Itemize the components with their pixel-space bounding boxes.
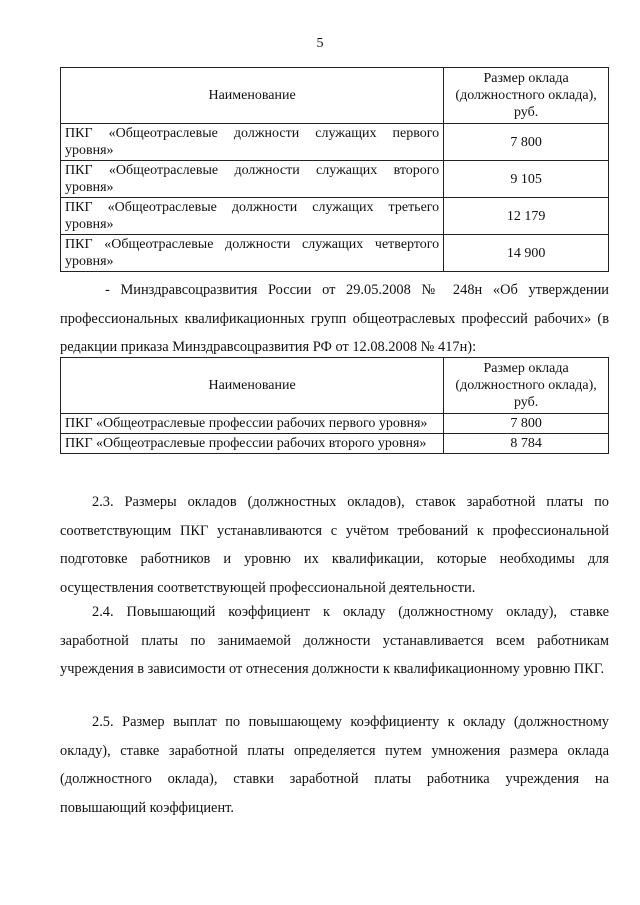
column-header-name: Наименование	[61, 68, 444, 124]
row-name: ПКГ «Общеотраслевые должности служащих первого уровня»	[61, 124, 444, 161]
row-name: ПКГ «Общеотраслевые профессии рабочих первого уровня»	[61, 414, 444, 434]
paragraph-2-3: 2.3. Размеры окладов (должностных окладов), ставок заработной платы по соответствующим ПКГ устанавливаются с учётом требований к профессиональной подготовке работников и уровню их квалификации, которые необходимы для осуществления соответствующей профессиональной деятельности.	[60, 494, 609, 596]
column-header-salary: Размер оклада (должностного оклада), руб.	[444, 68, 609, 124]
paragraph-2-5: 2.5. Размер выплат по повышающему коэффициенту к окладу (должностному окладу), ставке заработной платы определяется путем умножения размера оклада (должностного оклада), ставки заработной платы работника учреждения на повышающий коэффициент.	[60, 714, 609, 816]
table-row	[61, 414, 609, 434]
salary-table-workers	[60, 357, 609, 454]
table-row	[61, 124, 609, 161]
row-name: ПКГ «Общеотраслевые должности служащих четвертого уровня»	[61, 235, 444, 272]
row-name: ПКГ «Общеотраслевые должности служащих второго уровня»	[61, 161, 444, 198]
table-row	[61, 434, 609, 454]
table-row	[61, 198, 609, 235]
row-salary: 12 179	[444, 198, 609, 235]
order-reference-paragraph: - Минздравсоцразвития России от 29.05.2008 № 248н «Об утверждении профессиональных квалификационных групп общеотраслевых профессий рабочих» (в редакции приказа Минздравсоцразвития РФ от 12.08.2008 № 417н):	[60, 282, 609, 355]
column-header-salary: Размер оклада (должностного оклада), руб.	[444, 358, 609, 414]
row-salary: 14 900	[444, 235, 609, 272]
table-row	[61, 235, 609, 272]
column-header-name: Наименование	[61, 358, 444, 414]
page-number: 5	[316, 36, 324, 51]
paragraph-2-4: 2.4. Повышающий коэффициент к окладу (должностному окладу), ставке заработной платы по занимаемой должности устанавливается всем работникам учреждения в зависимости от отнесения должности к квалификационному уровню ПКГ.	[60, 604, 609, 677]
salary-table-employees	[60, 67, 609, 272]
row-salary: 7 800	[444, 414, 609, 434]
row-salary: 8 784	[444, 434, 609, 454]
row-name: ПКГ «Общеотраслевые профессии рабочих второго уровня»	[61, 434, 444, 454]
table-header-row	[61, 358, 609, 414]
row-name: ПКГ «Общеотраслевые должности служащих третьего уровня»	[61, 198, 444, 235]
row-salary: 9 105	[444, 161, 609, 198]
table-row	[61, 161, 609, 198]
table-header-row	[61, 68, 609, 124]
row-salary: 7 800	[444, 124, 609, 161]
